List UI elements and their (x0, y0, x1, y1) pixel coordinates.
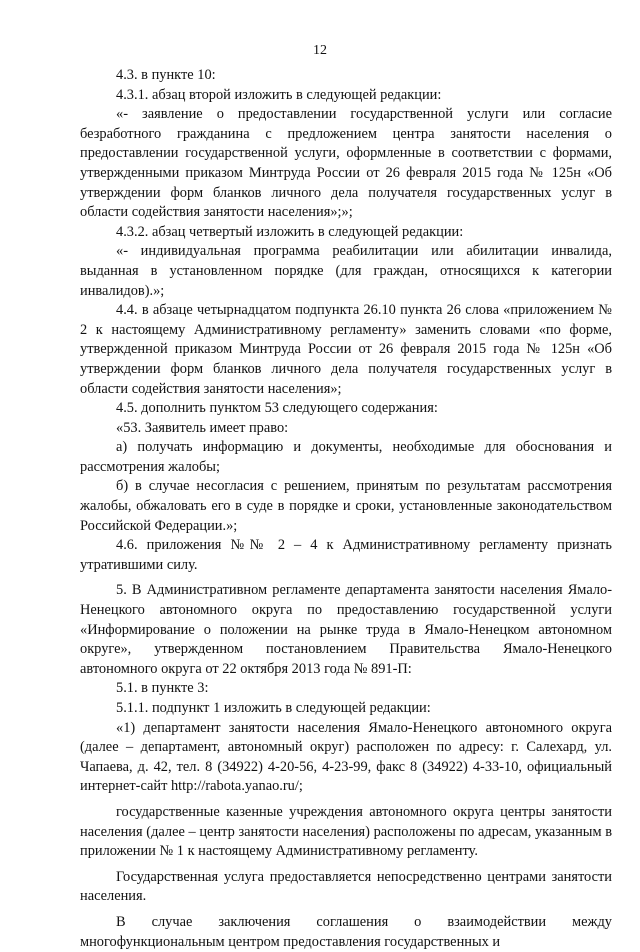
paragraph: 4.4. в абзаце четырнадцатом подпункта 26.10 пункта 26 слова «приложением № 2 к настоящему Административному регламенту» заменить словами «по форме, утвержденной приказом Минтруда России от 26 февраля 2015 года № 125н «Об утверждении форм бланков личного дела получателя государственных услуг в области содействия занятости населения»; (80, 302, 612, 397)
paragraph: 5.1. в пункте 3: (116, 680, 209, 697)
paragraph: б) в случае несогласия с решением, принятым по результатам рассмотрения жалобы, обжаловать его в суде в порядке и сроки, установленные законодательством Российской Федерации.»; (80, 478, 612, 534)
paragraph: «1) департамент занятости населения Ямало-Ненецкого автономного округа (далее – департамент, автономный округ) расположен по адресу: г. Салехард, ул. Чапаева, д. 42, тел. 8 (34922) 4-20-56, 4-23-99, факс 8 (34922) 4-33-10, официальный интернет-сайт http://rabota.yanao.ru/; (80, 719, 612, 795)
paragraph: 4.3. в пункте 10: (116, 67, 216, 83)
paragraph: 4.3.1. абзац второй изложить в следующей редакции: (116, 86, 442, 103)
paragraph: «53. Заявитель имеет право: (116, 419, 289, 436)
page-number: 12 (313, 43, 327, 58)
paragraph: Государственная услуга предоставляется непосредственно центрами занятости населения. (80, 868, 612, 905)
paragraph: 5. В Административном регламенте департамента занятости населения Ямало-Ненецкого автономного округа по предоставлению государственной услуги «Информирование о положении на рынке труда в Ямало-Ненецком автономном округе», утвержденном постановлением Правительства Ямало-Ненецкого автономного округа от 22 октября 2013 года № 891-П: (80, 582, 612, 677)
paragraph: 4.5. дополнить пунктом 53 следующего содержания: (116, 400, 438, 417)
paragraph: «- индивидуальная программа реабилитации или абилитации инвалида, выданная в установленном порядке (для граждан, относящихся к категории инвалидов).»; (80, 243, 612, 299)
paragraph: В случае заключения соглашения о взаимодействии между многофункциональным центром предоставления государственных и (80, 913, 612, 950)
paragraph: 5.1.1. подпункт 1 изложить в следующей редакции: (116, 700, 431, 716)
paragraph: 4.6. приложения №№ 2 – 4 к Административному регламенту признать утратившими силу. (80, 537, 612, 573)
paragraph: «- заявление о предоставлении государственной услуги или согласие безработного гражданина с предложением центра занятости населения о предоставлении государственной услуги, оформленные в соответствии с формами, утвержденными приказом Минтруда России от 26 февраля 2015 года № 125н «Об утверждении форм бланков личного дела получателя государственных услуг в области содействия занятости населения»;»; (80, 106, 612, 221)
document-body (80, 66, 612, 952)
paragraph: а) получать информацию и документы, необходимые для обоснования и рассмотрения жалобы; (80, 439, 612, 475)
paragraph: государственные казенные учреждения автономного округа центры занятости населения (далее – центр занятости населения) расположены по адресам, указанным в приложении № 1 к настоящему Административному регламенту. (80, 803, 612, 860)
paragraph: 4.3.2. абзац четвертый изложить в следующей редакции: (116, 223, 464, 240)
